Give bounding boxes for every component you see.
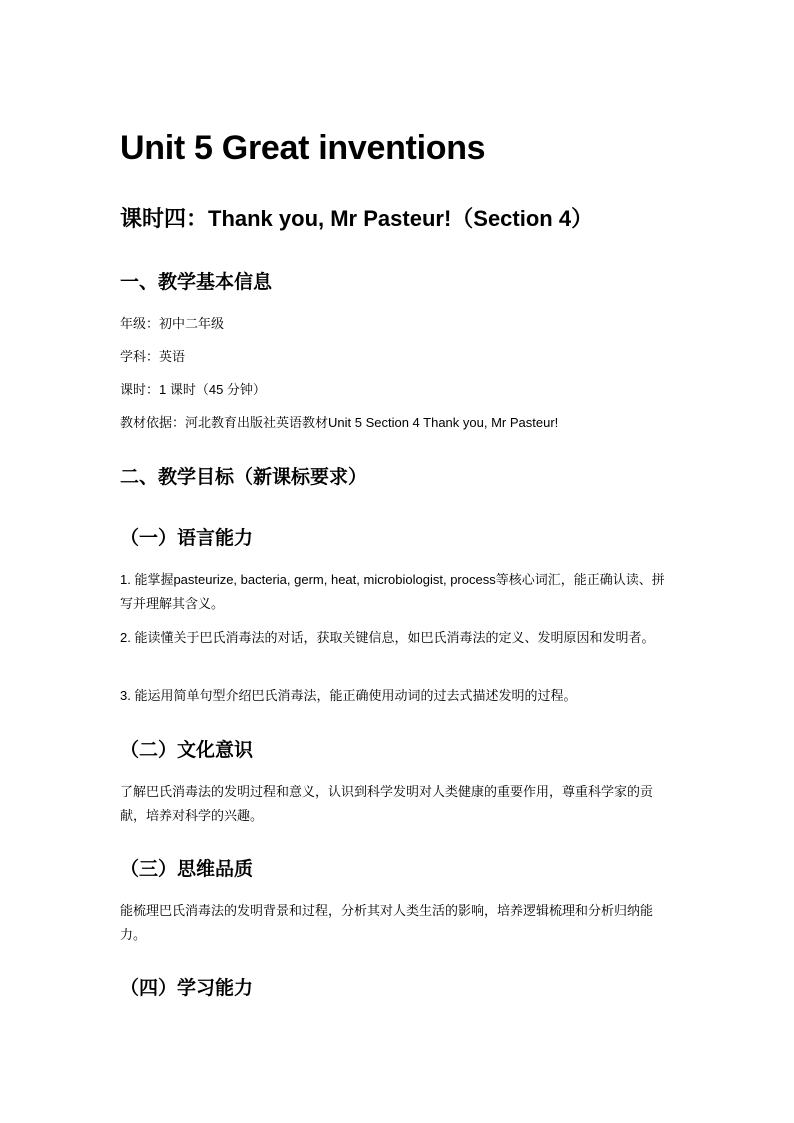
document-title: Unit 5 Great inventions bbox=[120, 129, 486, 167]
lesson-subtitle: 课时四：Thank you, Mr Pasteur!（Section 4） bbox=[120, 206, 594, 231]
grade-line: 年级：初中二年级 bbox=[120, 316, 225, 331]
thinking-quality-heading: （三）思维品质 bbox=[120, 859, 254, 880]
language-item-1: 1. 能掌握pasteurize, bacteria, germ, heat, microbiologist, process等核心词汇，能正确认读、拼写并理解其含义。 bbox=[120, 572, 665, 611]
culture-awareness-heading: （二）文化意识 bbox=[120, 740, 254, 761]
language-ability-heading: （一）语言能力 bbox=[120, 528, 254, 549]
culture-awareness-text: 了解巴氏消毒法的发明过程和意义，认识到科学发明对人类健康的重要作用，尊重科学家的贡献，培养对科学的兴趣。 bbox=[120, 784, 654, 823]
section-basic-info-heading: 一、教学基本信息 bbox=[120, 272, 273, 293]
subject-line: 学科：英语 bbox=[120, 349, 186, 364]
thinking-quality-text: 能梳理巴氏消毒法的发明背景和过程，分析其对人类生活的影响，培养逻辑梳理和分析归纳能力。 bbox=[120, 903, 654, 942]
language-item-2: 2. 能读懂关于巴氏消毒法的对话，获取关键信息，如巴氏消毒法的定义、发明原因和发明者。 bbox=[120, 630, 655, 645]
learning-ability-heading: （四）学习能力 bbox=[120, 978, 254, 999]
language-item-3: 3. 能运用简单句型介绍巴氏消毒法，能正确使用动词的过去式描述发明的过程。 bbox=[120, 688, 577, 703]
textbook-line: 教材依据：河北教育出版社英语教材Unit 5 Section 4 Thank you, Mr Pasteur! bbox=[120, 415, 559, 430]
section-objectives-heading: 二、教学目标（新课标要求） bbox=[120, 467, 368, 488]
period-line: 课时：1 课时（45 分钟） bbox=[120, 382, 266, 397]
